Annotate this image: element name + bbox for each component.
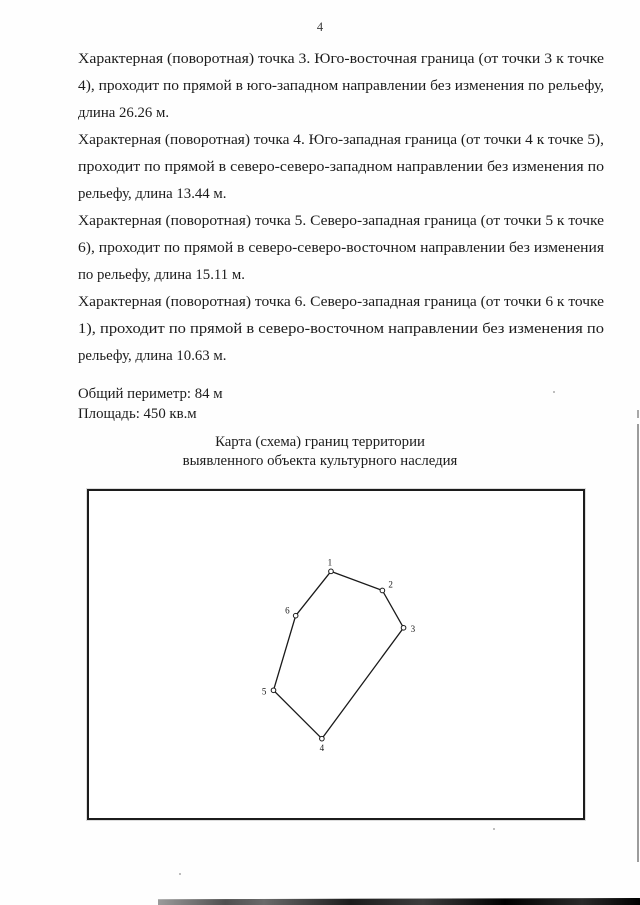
boundary-point-label-4: 4 <box>319 742 325 753</box>
text-line: 1), проходит по прямой в северо-восточном направлении без изменения по <box>78 321 604 337</box>
scan-speck <box>179 873 181 875</box>
boundary-point-label-3: 3 <box>410 623 416 634</box>
boundary-point-3 <box>401 625 406 630</box>
boundary-point-label-6: 6 <box>285 605 290 616</box>
boundary-polygon <box>273 571 403 738</box>
text-line: проходит по прямой в северо-северо-западном направлении без изменения по <box>78 159 604 175</box>
map-title-line-2: выявленного объекта культурного наследия <box>182 453 458 469</box>
boundary-point-4 <box>320 736 325 741</box>
paragraph-point-4 <box>78 127 604 208</box>
boundary-point-label-5: 5 <box>261 686 267 697</box>
text-line: длина 26.26 м. <box>78 105 170 121</box>
paragraph-point-3 <box>78 46 604 127</box>
scan-speck <box>493 828 495 830</box>
paragraph-point-6 <box>78 289 604 370</box>
total-perimeter: Общий периметр: 84 м <box>78 386 223 402</box>
boundary-polygon-diagram <box>89 491 583 818</box>
map-title-line-1: Карта (схема) границ территории <box>215 434 425 450</box>
text-line: Характерная (поворотная) точка 6. Северо-западная граница (от точки 6 к точке <box>78 294 604 310</box>
text-line: Характерная (поворотная) точка 3. Юго-восточная граница (от точки 3 к точке <box>78 51 604 67</box>
boundary-point-5 <box>271 688 276 693</box>
map-frame <box>87 489 585 820</box>
total-area: Площадь: 450 кв.м <box>78 406 197 422</box>
text-line: Характерная (поворотная) точка 5. Северо-западная граница (от точки 5 к точке <box>78 213 604 229</box>
boundary-point-label-1: 1 <box>327 557 333 568</box>
text-line: 4), проходит по прямой в юго-западном направлении без изменения по рельефу, <box>78 78 604 94</box>
page-number: 4 <box>316 20 324 34</box>
text-line: Характерная (поворотная) точка 4. Юго-западная граница (от точки 4 к точке 5), <box>78 132 604 148</box>
text-line: по рельефу, длина 15.11 м. <box>78 267 245 283</box>
paragraph-point-5 <box>78 208 604 289</box>
summary-block <box>78 384 223 424</box>
boundary-point-1 <box>329 569 334 574</box>
scan-artifact-bottom-bar <box>158 898 640 905</box>
boundary-point-6 <box>293 613 298 618</box>
body-text <box>78 46 604 370</box>
scan-artifact-right-edge-line <box>637 410 639 862</box>
text-line: рельефу, длина 10.63 м. <box>78 348 227 364</box>
map-title <box>0 433 640 471</box>
boundary-point-2 <box>380 588 385 593</box>
boundary-point-label-2: 2 <box>388 579 393 590</box>
text-line: 6), проходит по прямой в северо-северо-восточном направлении без изменения <box>78 240 604 256</box>
scan-speck <box>553 391 555 393</box>
text-line: рельефу, длина 13.44 м. <box>78 186 227 202</box>
